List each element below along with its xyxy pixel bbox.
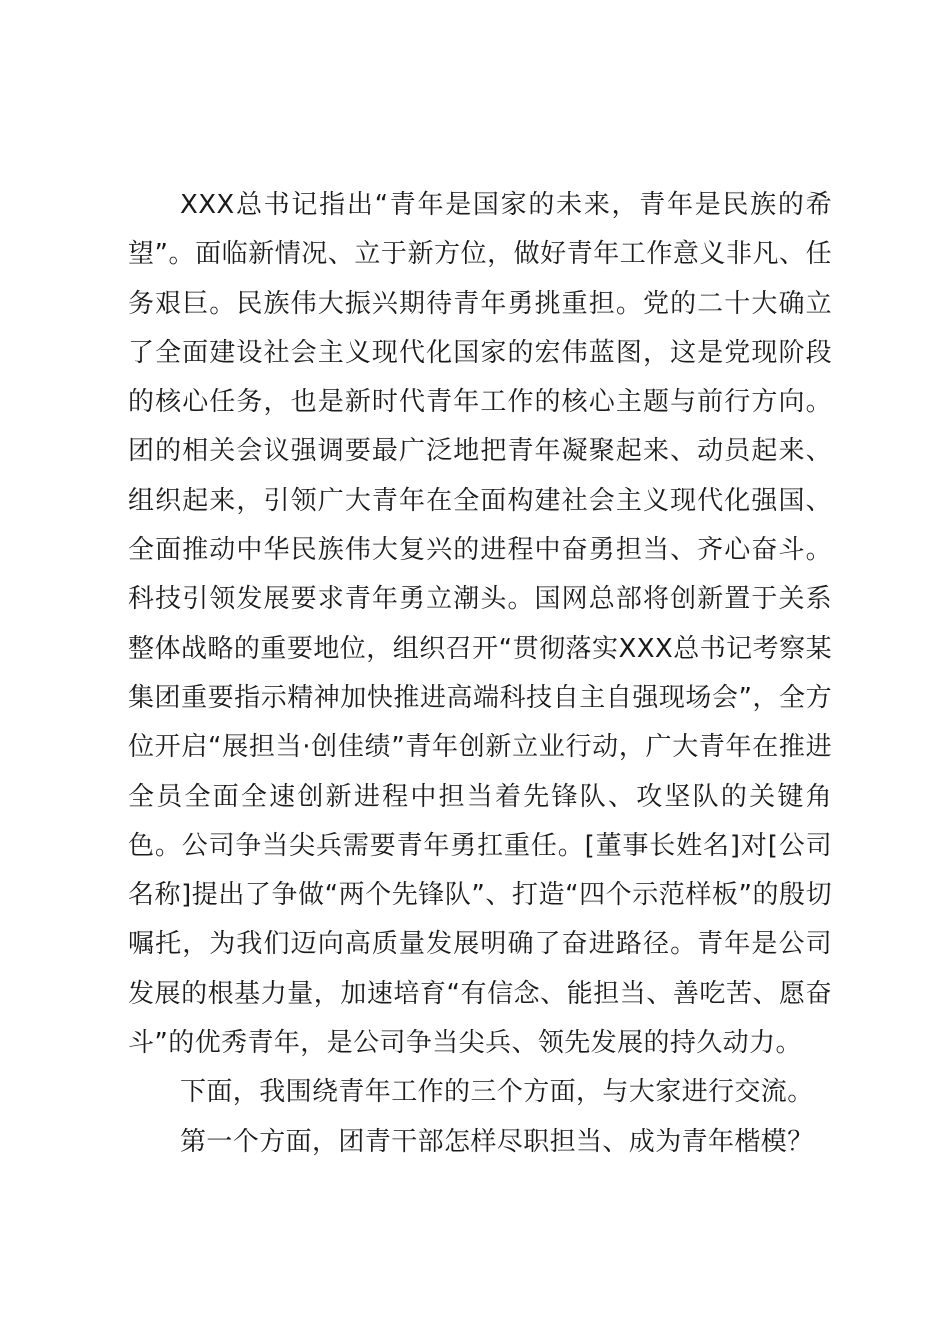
paragraph-intro: XXX总书记指出“青年是国家的未来，青年是民族的希望”。面临新情况、立于新方位，做好青年工作意义非凡、任务艰巨。民族伟大振兴期待青年勇挑重担。党的二十大确立了全面建设社会主义现代化国家的宏伟蓝图，这是党现阶段的核心任务，也是新时代青年工作的核心主题与前行方向。团的相关会议强调要最广泛地把青年凝聚起来、动员起来、组织起来，引领广大青年在全面构建社会主义现代化强国、全面推动中华民族伟大复兴的进程中奋勇担当、齐心奋斗。科技引领发展要求青年勇立潮头。国网总部将创新置于关系整体战略的重要地位，组织召开“贯彻落实XXX总书记考察某集团重要指示精神加快推进高端科技自主自强现场会”，全方位开启“展担当·创佳绩”青年创新立业行动，广大青年在推进全员全面全速创新进程中担当着先锋队、攻坚队的关键角色。公司争当尖兵需要青年勇扛重任。[董事长姓名]对[公司名称]提出了争做“两个先锋队”、打造“四个示范样板”的殷切嘱托，为我们迈向高质量发展明确了奋进路径。青年是公司发展的根基力量，加速培育“有信念、能担当、善吃苦、愿奋斗”的优秀青年，是公司争当尖兵、领先发展的持久动力。 [128, 190, 832, 1059]
paragraph-section-heading: 第一个方面，团青干部怎样尽职担当、成为青年楷模？ [180, 1126, 814, 1157]
document-body [128, 181, 832, 1167]
paragraph-transition: 下面，我围绕青年工作的三个方面，与大家进行交流。 [180, 1077, 814, 1108]
